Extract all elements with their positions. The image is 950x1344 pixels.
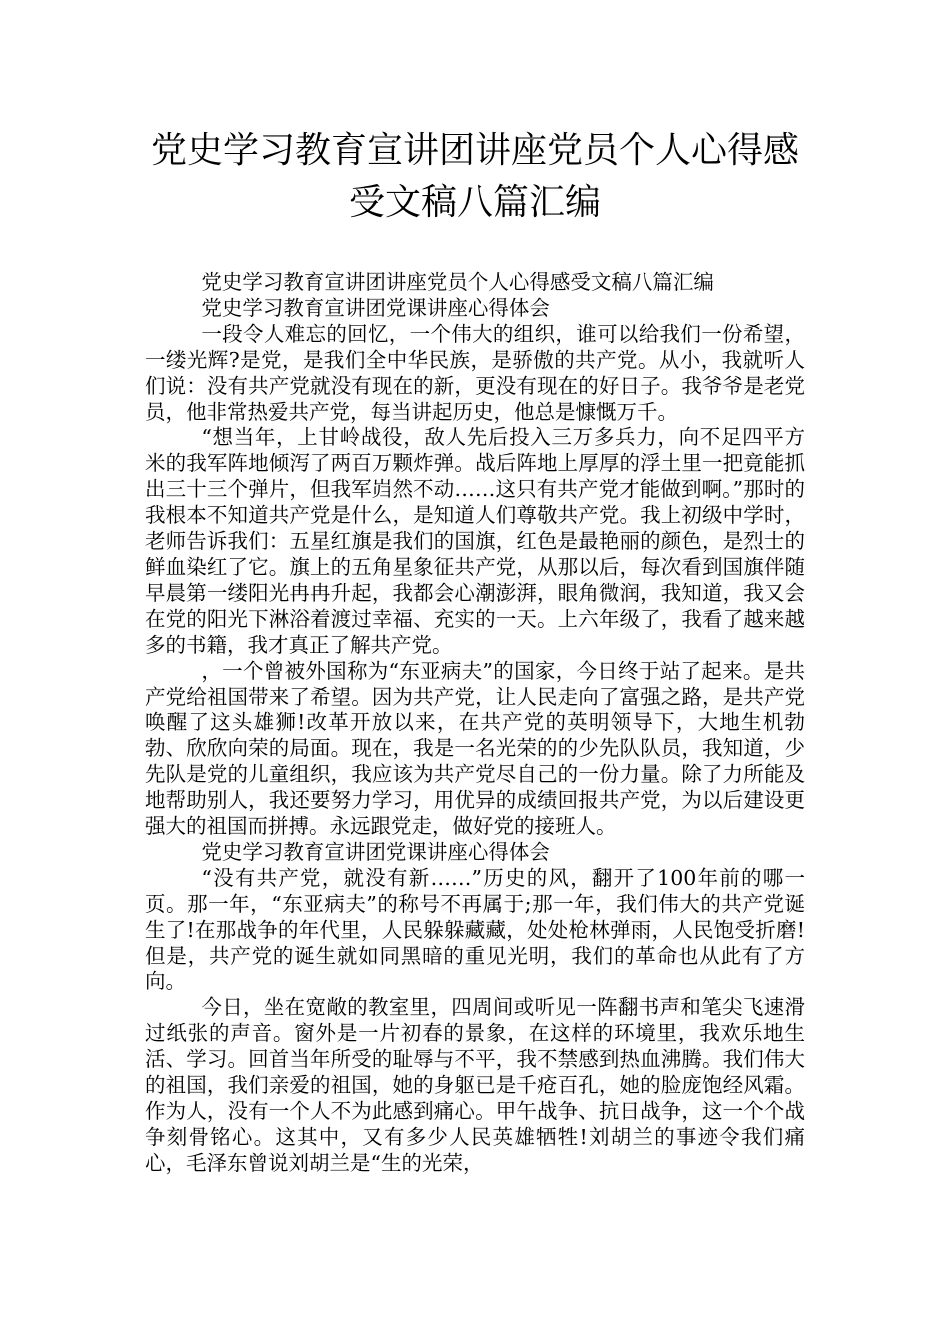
paragraph-body-1: 一段令人难忘的回忆，一个伟大的组织，谁可以给我们一份希望，一缕光辉?是党，是我们全中华民族，是骄傲的共产党。从小，我就听人们说：没有共产党就没有现在的新，更没有现在的好日子。我爷爷是老党员，他非常热爱共产党，每当讲起历史，他总是慷慨万千。 [145,321,805,424]
paragraph-body-2: “想当年，上甘岭战役，敌人先后投入三万多兵力，向不足四平方米的我军阵地倾泻了两百万颗炸弹。战后阵地上厚厚的浮土里一把竟能抓出三十三个弹片，但我军岿然不动……这只有共产党才能做到啊。”那时的我根本不知道共产党是什么，是知道人们尊敬共产党。我上初级中学时，老师告诉我们：五星红旗是我们的国旗，红色是最艳丽的颜色，是烈士的鲜血染红了它。旗上的五角星象征共产党，从那以后，每次看到国旗伴随早晨第一缕阳光冉冉升起，我都会心潮澎湃，眼角微润，我知道，我又会在党的阳光下淋浴着渡过幸福、充实的一天。上六年级了，我看了越来越多的书籍，我才真正了解共产党。 [145,425,805,657]
paragraph-doc-heading: 党史学习教育宣讲团讲座党员个人心得感受文稿八篇汇编 [201,270,714,294]
paragraph-body-4: “没有共产党，就没有新……”历史的风，翻开了100年前的哪一页。那一年，“东亚病夫”的称号不再属于;那一年，我们伟大的共产党诞生了!在那战争的年代里，人民躲躲藏藏，处处枪林弹雨，人民饱受折磨!但是，共产党的诞生就如同黑暗的重见光明，我们的革命也从此有了方向。 [145,865,805,994]
paragraph-body-5: 今日，坐在宽敞的教室里，四周间或听见一阵翻书声和笔尖飞速滑过纸张的声音。窗外是一片初春的景象，在这样的环境里，我欢乐地生活、学习。回首当年所受的耻辱与不平，我不禁感到热血沸腾。我们伟大的祖国，我们亲爱的祖国，她的身躯已是千疮百孔，她的脸庞饱经风霜。作为人，没有一个人不为此感到痛心。甲午战争、抗日战争，这一个个战争刻骨铭心。这其中，又有多少人民英雄牺牲!刘胡兰的事迹令我们痛心，毛泽东曾说刘胡兰是“生的光荣， [145,995,805,1175]
title-line-2: 受文稿八篇汇编 [348,182,601,223]
document-title [120,125,830,229]
paragraph-section-heading-2: 党史学习教育宣讲团党课讲座心得体会 [201,839,550,864]
paragraph-section-heading-1: 党史学习教育宣讲团党课讲座心得体会 [201,295,550,320]
paragraph-body-3: ，一个曾被外国称为“东亚病夫”的国家，今日终于站了起来。是共产党给祖国带来了希望。因为共产党，让人民走向了富强之路，是共产党唤醒了这头雄狮!改革开放以来，在共产党的英明领导下，大地生机勃勃、欣欣向荣的局面。现在，我是一名光荣的的少先队队员，我知道，少先队是党的儿童组织，我应该为共产党尽自己的一份力量。除了力所能及地帮助别人，我还要努力学习，用优异的成绩回报共产党，为以后建设更强大的祖国而拼搏。永远跟党走，做好党的接班人。 [145,658,805,839]
title-line-1: 党史学习教育宣讲团讲座党员个人心得感 [150,130,799,171]
document-body [145,270,805,1177]
